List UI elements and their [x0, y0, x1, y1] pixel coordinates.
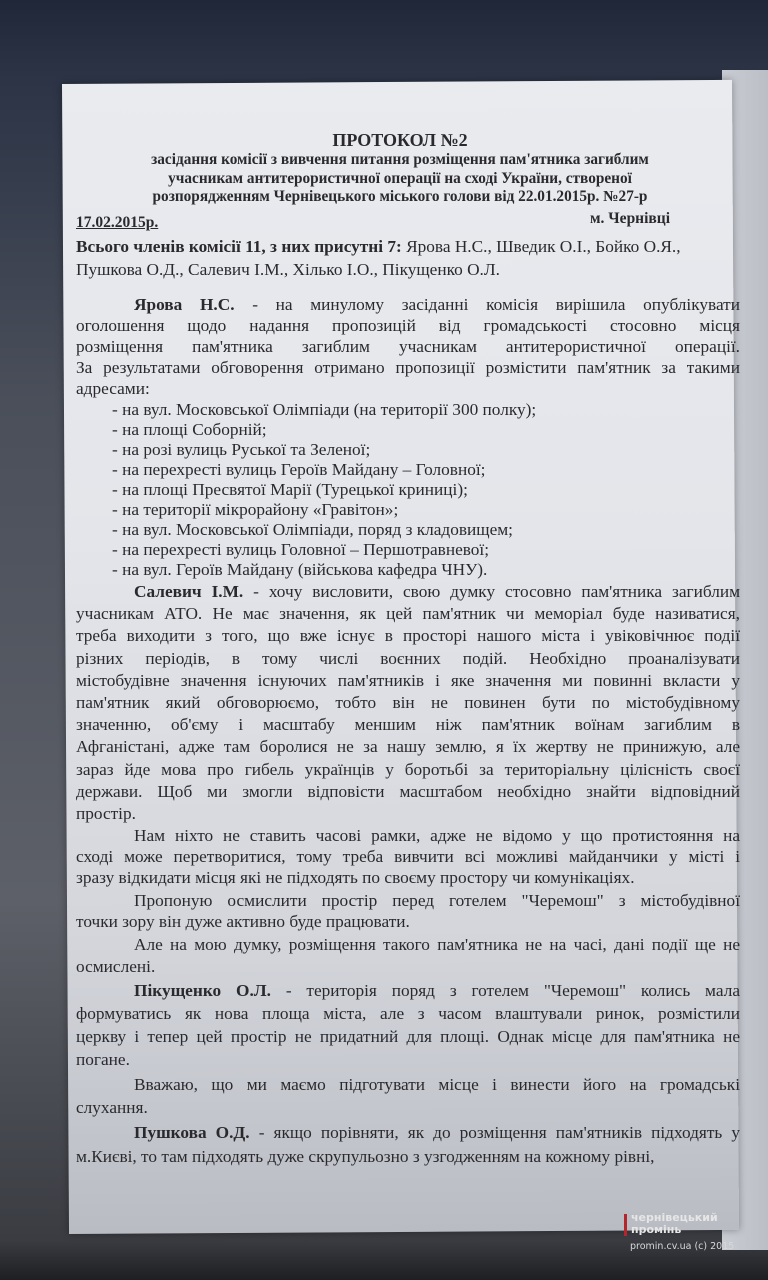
- text-line: Але на мою думку, розміщення такого пам'ятника не на часі, дані події ще не: [134, 935, 740, 954]
- text-line: слухання.: [76, 1098, 148, 1117]
- speaker-name: Ярова Н.С.: [134, 295, 235, 314]
- speaker-name: Пушкова О.Д.: [134, 1123, 250, 1142]
- speech-pikushchenko: [76, 979, 740, 1071]
- speech-pushkova: [76, 1121, 740, 1169]
- text-line: [76, 1121, 740, 1145]
- members-lead: Всього членів комісії 11, з них присутні 7:: [76, 237, 402, 256]
- text-line: Пропоную осмислити простір перед готелем "Черемош" з містобудівної: [134, 891, 740, 910]
- text-line: За результатами обговорення отримано пропозиції розмістити пам'ятник за такими: [76, 358, 740, 377]
- logo-name-line: промінь: [631, 1223, 682, 1236]
- address-item: - на вул. Героїв Майдану (військова кафедра ЧНУ).: [112, 560, 488, 579]
- subtitle-line: учасникам антитерористичної операції на сході України, створеної: [168, 169, 632, 187]
- logo-name: [631, 1212, 718, 1236]
- text-line: [76, 581, 740, 603]
- address-list: [112, 400, 536, 580]
- speech-salevich: [76, 581, 740, 825]
- members-line: Пушкова О.Д., Салевич І.М., Хілько І.О., Пікущенко О.Л.: [76, 260, 500, 279]
- address-item: - на перехресті вулиць Героїв Майдану – Головної;: [112, 460, 486, 479]
- text-line: оголошення щодо надання пропозицій від громадськості стосовно місця: [76, 316, 740, 335]
- text-line: треба виходити з того, що вже існує в просторі нашого міста і увіковічнює події: [76, 626, 740, 646]
- address-item: - на території мікрорайону «Гравітон»;: [112, 500, 399, 519]
- text-line: Нам ніхто не ставить часові рамки, адже не відомо у що протистояння на: [134, 826, 740, 845]
- salevich-paragraph-2: [76, 826, 740, 888]
- members-paragraph: [76, 235, 740, 281]
- logo-name-line: чернівецький: [631, 1211, 718, 1224]
- speaker-name: Салевич І.М.: [134, 582, 244, 601]
- text-line: формуватись як нова площа міста, але з часом влаштували ринок, розмістили: [76, 1004, 740, 1023]
- text-line: Афганістані, адже там боролися не за нашу землю, я їх жертву не принижую, але: [76, 737, 740, 757]
- address-item: - на площі Соборній;: [112, 420, 267, 439]
- text-line: зразу відкидати місця які не підходять по своєму простору чи комунікаціях.: [76, 867, 635, 887]
- text-line: м.Києві, то там підходять дуже скрупульозно з узгодженням на кожному рівні,: [76, 1147, 655, 1166]
- speech-yarova: [76, 294, 740, 399]
- text-line: держави. Щоб ми змогли відповісти масштабом необхідно знайти відповідний: [76, 781, 740, 801]
- subtitle-line: розпорядженням Чернівецького міського голови від 22.01.2015р. №27-р: [152, 188, 648, 205]
- address-item: - на вул. Московської Олімпіади, поряд з кладовищем;: [112, 520, 513, 539]
- speaker-name: Пікущенко О.Л.: [134, 981, 271, 1000]
- text-line: пам'ятник який обговорюємо, тобто він не повинен бути по містобудівному: [76, 693, 740, 713]
- text-line: точки зору він дуже активно буде працювати.: [76, 912, 410, 931]
- text-line: адресами:: [76, 379, 150, 398]
- address-item: - на перехресті вулиць Головної – Першотравневої;: [112, 540, 490, 559]
- salevich-paragraph-3: [76, 890, 740, 932]
- text-line: [76, 979, 740, 1002]
- address-item: - на розі вулиць Руської та Зеленої;: [112, 440, 371, 459]
- speech-text: - якщо порівняти, як до розміщення пам'ятників підходять у: [249, 1123, 740, 1142]
- salevich-paragraph-4: [76, 934, 740, 977]
- text-line: розміщення пам'ятника загиблим учасникам антитерористичної операції.: [76, 337, 740, 356]
- watermark-url: promin.cv.ua (c) 2015: [630, 1241, 735, 1252]
- text-line: зараз йде мова про гибель українців у боротьбі за територіальну цілісність своєї: [76, 759, 740, 779]
- text-line: погане.: [76, 1050, 130, 1069]
- address-item: - на вул. Московської Олімпіади (на території 300 полку);: [112, 400, 537, 419]
- document-city: м. Чернівці: [590, 210, 671, 227]
- text-line: містобудівне значення існуючих пам'ятників і яке значення ми повинні вкласти у: [76, 670, 740, 690]
- text-line: Вважаю, що ми маємо підготувати місце і винести його на громадські: [134, 1075, 740, 1094]
- pikushchenko-paragraph-2: [76, 1073, 740, 1119]
- text-line: простір.: [76, 804, 136, 824]
- text-line: церкву і тепер цей простір не придатний для площі. Однак місце для пам'ятника не: [76, 1027, 740, 1046]
- document-subtitle: [60, 151, 740, 207]
- text-line: учасникам АТО. Не має значення, як цей пам'ятник чи меморіал буде називатися,: [76, 604, 740, 624]
- speech-text: - територія поряд з готелем "Черемош" колись мала: [270, 981, 740, 1000]
- text-line: різних періодів, в тому числі воєнних подій. Необхідно проаналізувати: [76, 648, 740, 668]
- speech-text: - на минулому засіданні комісія вирішила опублікувати: [234, 295, 740, 314]
- text-line: сході може перетворитися, тому треба вивчити всі можливі майданчики у місті і: [76, 846, 740, 866]
- text-line: значенню, об'єму і масштабу меншим ніж пам'ятник воїнам загиблим в: [76, 715, 740, 735]
- subtitle-line: засідання комісії з вивчення питання розміщення пам'ятника загиблим: [151, 151, 649, 168]
- document-date: 17.02.2015р.: [76, 214, 159, 231]
- members-line: Ярова Н.С., Шведик О.І., Бойко О.Я.,: [401, 237, 681, 256]
- speech-text: - хочу висловити, свою думку стосовно пам'ятника загиблим: [243, 582, 741, 601]
- text-line: [76, 294, 740, 315]
- document-title: ПРОТОКОЛ №2: [332, 130, 468, 150]
- logo-accent-bar: [624, 1214, 627, 1236]
- address-item: - на площі Пресвятої Марії (Турецької криниці);: [112, 480, 468, 499]
- text-line: осмислені.: [76, 956, 156, 976]
